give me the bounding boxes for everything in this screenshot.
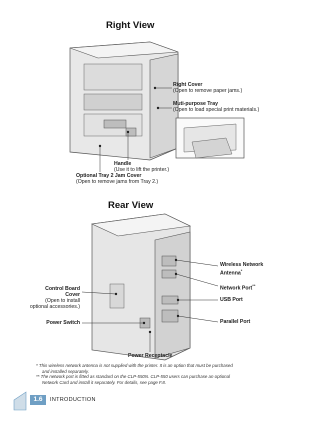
footer-corner-graphic: [14, 392, 26, 410]
power-switch-title: Power Switch: [46, 320, 80, 326]
handle-desc: (Use it to lift the printer.): [114, 167, 170, 173]
multi-purpose-tray-inset: [176, 118, 244, 158]
tray2-jam-cover-title: Optional Tray 2 Jam Cover: [76, 173, 142, 179]
power-receptacle-title: Power Receptacle: [128, 353, 173, 359]
parallel-port-label: [220, 319, 250, 325]
footnote-2-line-2: Network Card and install it separately. For details, see page F.8.: [42, 379, 167, 385]
control-board-desc: (Open to install: [45, 298, 80, 304]
power-switch-label: [20, 320, 80, 326]
control-board-desc2: optional accessories.): [29, 304, 80, 310]
parallel-port-title: Parallel Port: [220, 319, 251, 325]
tray2-jam-cover-desc: (Open to remove jams from Tray 2.): [76, 179, 159, 185]
network-port-label: [220, 283, 255, 292]
control-board-title2: Cover: [65, 292, 80, 298]
wireless-antenna-footnote-mark: *: [240, 268, 243, 273]
footnotes: [36, 363, 296, 385]
rear-view-heading: Rear View: [108, 200, 154, 211]
footnote-2-line-1: ** The network port is fitted as standard on the CLP-550N. CLP-550 users can purchase an optional: [36, 374, 231, 380]
usb-port-label: [220, 297, 243, 303]
power-receptacle-label: [128, 353, 172, 359]
right-cover-title: Right Cover: [173, 82, 203, 88]
multi-purpose-tray-desc: (Open to load special print materials.): [173, 107, 260, 113]
right-cover-desc: (Open to remove paper jams.): [173, 88, 243, 94]
footnote-1-line-1: * This wireless network antenna is not supplied with the printer. It is an option that must be purchased: [36, 363, 233, 368]
multi-purpose-tray-label: [173, 101, 259, 113]
network-port-footnote-mark: **: [252, 283, 256, 288]
wireless-antenna-title: Wireless Network: [220, 262, 264, 268]
usb-port-title: USB Port: [220, 297, 243, 303]
wireless-antenna-label: [220, 262, 263, 277]
section-name: INTRODUCTION: [50, 397, 96, 403]
multi-purpose-tray-title: Muti-purpose Tray: [173, 101, 218, 107]
control-board-cover-label: [20, 286, 80, 310]
wireless-antenna-title2: Antenna: [220, 270, 241, 277]
control-board-title: Control Board: [45, 286, 80, 292]
right-view-heading: Right View: [106, 20, 155, 31]
tray2-jam-cover-label: [76, 173, 158, 185]
right-view-printer-drawing: [70, 42, 178, 160]
handle-title: Handle: [114, 161, 132, 167]
rear-view-printer-drawing: [92, 214, 190, 360]
footnote-1-line-2: and installed separately.: [42, 368, 90, 374]
handle-label: [114, 161, 169, 173]
network-port-title: Network Port: [220, 285, 253, 292]
page-number: 1.6: [30, 395, 46, 405]
right-cover-label: [173, 82, 242, 94]
